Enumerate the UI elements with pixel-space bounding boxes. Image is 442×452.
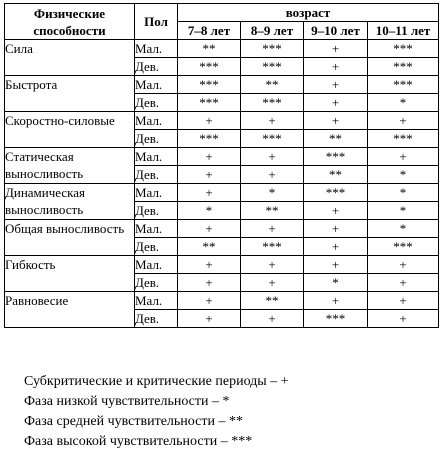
sensitivity-cell: +: [178, 310, 241, 328]
sensitivity-cell: **: [178, 238, 241, 256]
table-body: [5, 40, 439, 328]
sensitivity-cell: ***: [178, 130, 241, 148]
header-age: возраст: [178, 4, 439, 22]
sensitivity-cell: +: [368, 148, 439, 166]
sex-label: Мал.: [135, 292, 178, 310]
sensitivity-cell: +: [241, 256, 304, 274]
sensitivity-cell: +: [241, 112, 304, 130]
sensitive-periods-table: [4, 3, 439, 328]
header-age-9-10: 9–10 лет: [304, 22, 368, 40]
sensitivity-cell: ***: [368, 130, 439, 148]
sex-label: Мал.: [135, 256, 178, 274]
sensitivity-cell: +: [368, 274, 439, 292]
sex-label: Мал.: [135, 184, 178, 202]
sensitivity-cell: ***: [178, 76, 241, 94]
sex-label: Дев.: [135, 274, 178, 292]
sensitivity-cell: *: [368, 166, 439, 184]
sensitivity-cell: +: [178, 112, 241, 130]
sex-label: Дев.: [135, 310, 178, 328]
quality-label: Общая выносливость: [5, 220, 135, 256]
header-sex: Пол: [135, 4, 178, 40]
sex-label: Дев.: [135, 238, 178, 256]
sensitivity-cell: *: [368, 202, 439, 220]
legend: [24, 372, 289, 452]
quality-label: Статическая выносливость: [5, 148, 135, 184]
table-row: [5, 148, 439, 166]
header-quality: Физические способности: [5, 4, 135, 40]
sensitivity-cell: +: [241, 274, 304, 292]
sensitivity-cell: +: [241, 148, 304, 166]
sensitivity-cell: **: [304, 130, 368, 148]
table-row: [5, 184, 439, 202]
sensitivity-cell: +: [304, 94, 368, 112]
header-age-7-8: 7–8 лет: [178, 22, 241, 40]
sensitivity-cell: ***: [241, 94, 304, 112]
quality-label: Динамическая выносливость: [5, 184, 135, 220]
sex-label: Мал.: [135, 148, 178, 166]
sensitivity-cell: +: [178, 184, 241, 202]
sex-label: Мал.: [135, 112, 178, 130]
table-row: [5, 112, 439, 130]
sensitivity-cell: *: [368, 94, 439, 112]
sensitivity-cell: +: [178, 274, 241, 292]
sensitivity-cell: *: [368, 184, 439, 202]
sensitivity-cell: ***: [304, 148, 368, 166]
sex-label: Мал.: [135, 220, 178, 238]
sensitivity-cell: +: [304, 238, 368, 256]
sensitivity-cell: +: [241, 220, 304, 238]
sex-label: Дев.: [135, 166, 178, 184]
sensitivity-cell: +: [368, 292, 439, 310]
sensitivity-cell: ***: [241, 58, 304, 76]
legend-critical: Субкритические и критические периоды – +: [24, 374, 289, 389]
quality-label: Скоростно-силовые: [5, 112, 135, 148]
sensitivity-cell: ***: [304, 310, 368, 328]
sensitivity-cell: +: [241, 310, 304, 328]
quality-label: Быстрота: [5, 76, 135, 112]
sensitivity-cell: +: [368, 112, 439, 130]
quality-label: Сила: [5, 40, 135, 76]
sensitivity-cell: ***: [178, 58, 241, 76]
sex-label: Дев.: [135, 58, 178, 76]
table-row: [5, 292, 439, 310]
sensitivity-cell: +: [178, 292, 241, 310]
sensitivity-cell: +: [178, 220, 241, 238]
sensitivity-cell: +: [304, 112, 368, 130]
sensitivity-cell: *: [178, 202, 241, 220]
sensitivity-cell: +: [178, 166, 241, 184]
sensitivity-cell: *: [241, 184, 304, 202]
sensitivity-cell: +: [304, 292, 368, 310]
table-row: [5, 76, 439, 94]
sex-label: Дев.: [135, 94, 178, 112]
table-row: [5, 256, 439, 274]
sensitivity-cell: ***: [241, 40, 304, 58]
sensitivity-cell: **: [178, 40, 241, 58]
header-age-8-9: 8–9 лет: [241, 22, 304, 40]
sensitivity-cell: +: [368, 310, 439, 328]
table-row: [5, 40, 439, 58]
sensitivity-cell: ***: [368, 58, 439, 76]
sensitivity-cell: ***: [368, 238, 439, 256]
sensitivity-cell: +: [304, 220, 368, 238]
sensitivity-cell: +: [304, 58, 368, 76]
sex-label: Дев.: [135, 130, 178, 148]
sensitivity-cell: **: [241, 76, 304, 94]
table-row: [5, 220, 439, 238]
sensitivity-cell: +: [368, 256, 439, 274]
sex-label: Мал.: [135, 40, 178, 58]
sensitivity-cell: +: [304, 202, 368, 220]
sensitivity-cell: +: [304, 76, 368, 94]
header-age-10-11: 10–11 лет: [368, 22, 439, 40]
sensitivity-cell: **: [241, 202, 304, 220]
sensitivity-cell: ***: [178, 94, 241, 112]
sensitivity-cell: +: [304, 256, 368, 274]
sensitivity-cell: +: [178, 256, 241, 274]
legend-low: Фаза низкой чувствительности – *: [24, 394, 230, 409]
sensitivity-cell: **: [241, 292, 304, 310]
sensitivity-cell: +: [178, 148, 241, 166]
legend-high: Фаза высокой чувствительности – ***: [24, 434, 253, 449]
sensitivity-cell: ***: [241, 130, 304, 148]
sensitivity-cell: ***: [241, 238, 304, 256]
sensitivity-cell: *: [368, 220, 439, 238]
quality-label: Гибкость: [5, 256, 135, 292]
sex-label: Мал.: [135, 76, 178, 94]
sensitivity-cell: ***: [368, 40, 439, 58]
sensitivity-cell: **: [304, 166, 368, 184]
sensitivity-cell: +: [304, 40, 368, 58]
sensitivity-cell: ***: [368, 76, 439, 94]
legend-medium: Фаза средней чувствительности – **: [24, 414, 243, 429]
sensitivity-cell: +: [241, 166, 304, 184]
sensitivity-cell: *: [304, 274, 368, 292]
sensitivity-cell: ***: [304, 184, 368, 202]
sex-label: Дев.: [135, 202, 178, 220]
quality-label: Равновесие: [5, 292, 135, 328]
